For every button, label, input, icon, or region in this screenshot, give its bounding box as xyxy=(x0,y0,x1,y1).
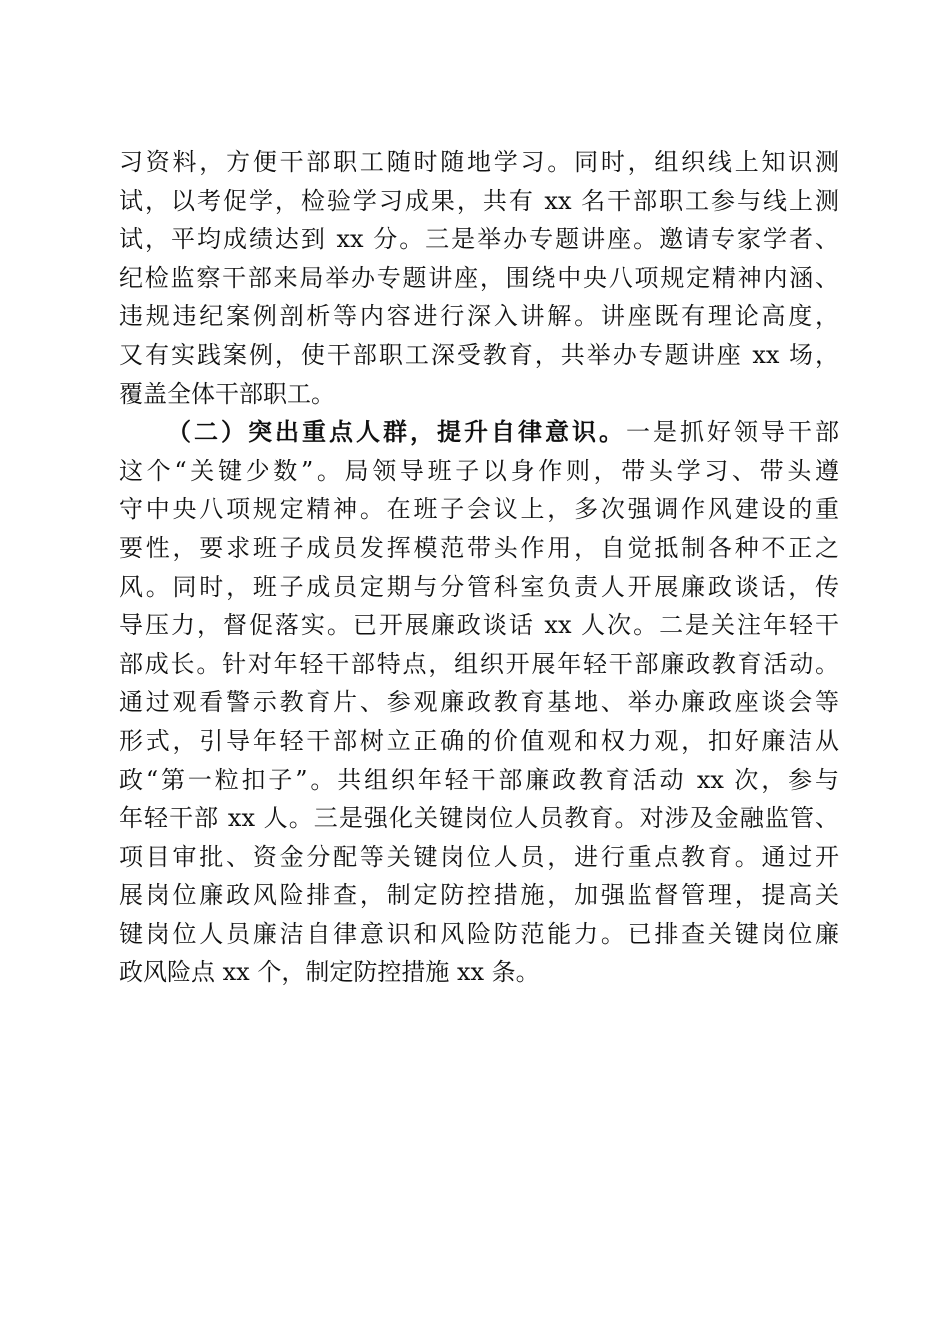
text-line: 试，以考促学，检验学习成果，共有 xx 名干部职工参与线上测 xyxy=(119,186,839,215)
text-line: 政“第一粒扣子”。共组织年轻干部廉政教育活动 xx 次，参与 xyxy=(119,765,839,794)
text-line: 覆盖全体干部职工。 xyxy=(119,379,335,408)
paragraph-2 xyxy=(119,413,839,992)
paragraph-2-first-line xyxy=(119,413,839,452)
text-line: 形式，引导年轻干部树立正确的价值观和权力观，扣好廉洁从 xyxy=(119,726,839,755)
text-line: 展岗位廉政风险排查，制定防控措施，加强监督管理，提高关 xyxy=(119,881,839,910)
text-line: 政风险点 xx 个，制定防控措施 xx 条。 xyxy=(119,958,540,987)
text-line: 纪检监察干部来局举办专题讲座，围绕中央八项规定精神内涵、 xyxy=(119,263,839,292)
text-line: 键岗位人员廉洁自律意识和风险防范能力。已排查关键岗位廉 xyxy=(119,919,839,948)
document-body xyxy=(119,143,839,992)
text-line: 这个“关键少数”。局领导班子以身作则，带头学习、带头遵 xyxy=(119,456,839,485)
text-line: 风。同时，班子成员定期与分管科室负责人开展廉政谈话，传 xyxy=(119,572,839,601)
text-line: 又有实践案例，使干部职工深受教育，共举办专题讲座 xx 场， xyxy=(119,340,839,369)
text-line: 通过观看警示教育片、参观廉政教育基地、举办廉政座谈会等 xyxy=(119,688,839,717)
heading-continuation: 一是抓好领导干部 xyxy=(626,418,839,447)
text-line: 导压力，督促落实。已开展廉政谈话 xx 人次。二是关注年轻干 xyxy=(119,611,839,640)
text-line: 要性，要求班子成员发挥模范带头作用，自觉抵制各种不正之 xyxy=(119,533,839,562)
text-line: 年轻干部 xx 人。三是强化关键岗位人员教育。对涉及金融监管、 xyxy=(119,804,839,833)
paragraph-1 xyxy=(119,143,839,413)
text-line: 试，平均成绩达到 xx 分。三是举办专题讲座。邀请专家学者、 xyxy=(119,225,839,254)
text-line: 习资料，方便干部职工随时随地学习。同时，组织线上知识测 xyxy=(119,148,839,176)
text-line: 部成长。针对年轻干部特点，组织开展年轻干部廉政教育活动。 xyxy=(119,649,839,678)
text-line: 项目审批、资金分配等关键岗位人员，进行重点教育。通过开 xyxy=(119,842,839,871)
text-line: 守中央八项规定精神。在班子会议上，多次强调作风建设的重 xyxy=(119,495,839,524)
section-heading: （二）突出重点人群，提升自律意识。 xyxy=(167,417,626,447)
text-line: 违规违纪案例剖析等内容进行深入讲解。讲座既有理论高度， xyxy=(119,302,839,331)
